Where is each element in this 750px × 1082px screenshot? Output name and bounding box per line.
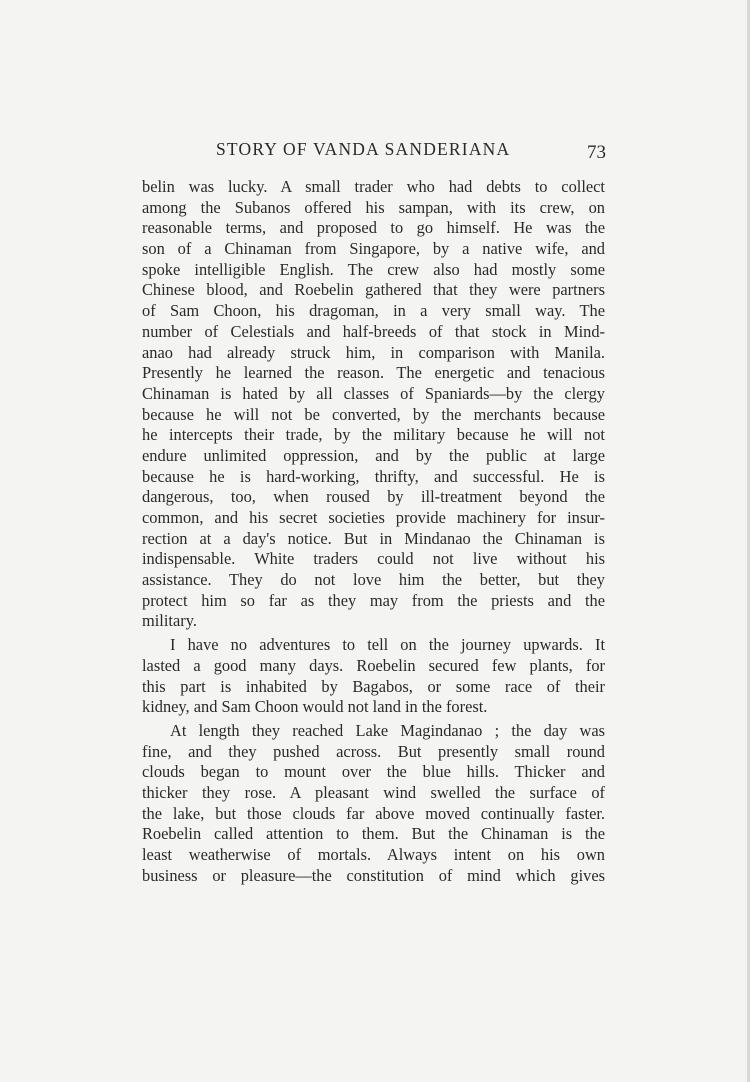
text-line: Roebelin called attention to them. But the Chinaman is the bbox=[142, 824, 605, 844]
text-line: business or pleasure—the constitution of mind which gives bbox=[142, 865, 605, 885]
text-line: common, and his secret societies provide machinery for insur- bbox=[142, 508, 605, 527]
text-line: spoke intelligible English. The crew also had mostly some bbox=[142, 259, 605, 279]
text-line: dangerous, too, when roused by ill-treatment beyond the bbox=[142, 487, 605, 507]
text-line: this part is inhabited by Bagabos, or some race of their bbox=[142, 676, 605, 696]
paragraph bbox=[142, 721, 605, 887]
text-line: indispensable. White traders could not live without his bbox=[142, 549, 605, 569]
text-line: the lake, but those clouds far above moved continually faster. bbox=[142, 803, 605, 823]
paragraph bbox=[142, 635, 605, 718]
running-head bbox=[140, 139, 606, 165]
text-line: because he is hard-working, thrifty, and successful. He is bbox=[142, 466, 605, 486]
text-line: assistance. They do not love him the better, but they bbox=[142, 570, 605, 590]
text-line: among the Subanos offered his sampan, with its crew, on bbox=[142, 197, 605, 217]
text-line: anao had already struck him, in comparison with Manila. bbox=[142, 342, 605, 362]
text-line: least weatherwise of mortals. Always intent on his own bbox=[142, 845, 605, 864]
text-line: endure unlimited oppression, and by the public at large bbox=[142, 445, 605, 465]
text-line: Chinaman is hated by all classes of Spaniards—by the clergy bbox=[142, 383, 605, 403]
body-text bbox=[142, 177, 605, 886]
text-line: of Sam Choon, his dragoman, in a very small way. The bbox=[142, 301, 605, 321]
text-line: I have no adventures to tell on the journey upwards. It bbox=[170, 635, 605, 655]
text-line: protect him so far as they may from the priests and the bbox=[142, 590, 605, 610]
running-title: STORY OF VANDA SANDERIANA bbox=[216, 139, 511, 159]
text-line: rection at a day's notice. But in Mindanao the Chinaman is bbox=[142, 528, 605, 548]
text-line: belin was lucky. A small trader who had debts to collect bbox=[142, 177, 605, 196]
text-line: reasonable terms, and proposed to go himself. He was the bbox=[142, 218, 605, 238]
text-line: because he will not be converted, by the merchants because bbox=[142, 404, 605, 424]
text-line: kidney, and Sam Choon would not land in the forest. bbox=[142, 697, 488, 717]
text-line: son of a Chinaman from Singapore, by a native wife, and bbox=[142, 239, 605, 259]
text-line: military. bbox=[142, 611, 197, 631]
text-line: At length they reached Lake Magindanao ; the day was bbox=[170, 720, 605, 740]
text-line: Presently he learned the reason. The energetic and tenacious bbox=[142, 363, 605, 383]
paragraph bbox=[142, 177, 605, 632]
text-line: number of Celestials and half-breeds of that stock in Mind- bbox=[142, 321, 605, 341]
page-number: 73 bbox=[587, 142, 606, 163]
text-line: Chinese blood, and Roebelin gathered that they were partners bbox=[142, 280, 605, 300]
text-line: fine, and they pushed across. But presently small round bbox=[142, 741, 605, 761]
text-line: thicker they rose. A pleasant wind swelled the surface of bbox=[142, 782, 605, 802]
text-line: clouds began to mount over the blue hills. Thicker and bbox=[142, 762, 605, 782]
text-line: lasted a good many days. Roebelin secured few plants, for bbox=[142, 655, 605, 675]
text-line: he intercepts their trade, by the military because he will not bbox=[142, 425, 605, 445]
